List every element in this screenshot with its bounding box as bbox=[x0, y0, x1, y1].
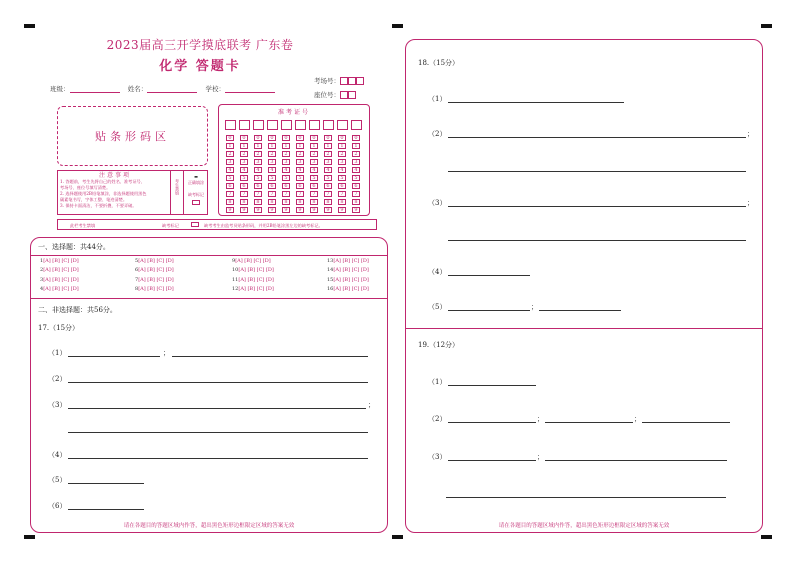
admission-digit-bubble[interactable]: 2 bbox=[324, 151, 332, 157]
admission-digit-bubble[interactable]: 5 bbox=[226, 175, 234, 181]
mc-options[interactable]: [A] [B] [C] [D] bbox=[333, 258, 369, 264]
admission-digit-bubble[interactable]: 5 bbox=[310, 175, 318, 181]
separator: ； bbox=[163, 349, 170, 357]
student-info-row bbox=[50, 84, 275, 93]
answer-line[interactable] bbox=[446, 497, 726, 498]
q19-part-1: （1） bbox=[428, 378, 447, 386]
admission-digit-bubble[interactable]: 2 bbox=[352, 151, 360, 157]
mc-options[interactable]: [A] [B] [C] [D] bbox=[333, 286, 369, 292]
alignment-mark bbox=[24, 535, 35, 539]
exam-room-field[interactable] bbox=[314, 76, 364, 85]
admission-digit-bubble[interactable]: 3 bbox=[338, 159, 346, 165]
strip-mark-box[interactable] bbox=[191, 222, 199, 227]
mc-options[interactable]: [A] [B] [C] [D] bbox=[238, 286, 274, 292]
admission-digit-bubble[interactable]: 4 bbox=[352, 167, 360, 173]
admission-digit-bubble[interactable]: 6 bbox=[254, 183, 262, 189]
mc-question[interactable] bbox=[40, 258, 79, 264]
admission-digit-bubble[interactable]: 4 bbox=[240, 167, 248, 173]
admission-digit-box[interactable] bbox=[281, 120, 292, 130]
admission-digit-box[interactable] bbox=[323, 120, 334, 130]
admission-digit-bubble[interactable]: 0 bbox=[282, 135, 290, 141]
sheet-subtitle: 化学 答题卡 bbox=[159, 59, 241, 74]
admission-digit-bubble[interactable]: 9 bbox=[282, 207, 290, 213]
admission-digit-bubble[interactable]: 8 bbox=[226, 199, 234, 205]
admission-digit-bubble[interactable]: 7 bbox=[254, 191, 262, 197]
admission-digit-bubble[interactable]: 9 bbox=[310, 207, 318, 213]
mc-question[interactable] bbox=[135, 267, 174, 273]
admission-digit-bubble[interactable]: 5 bbox=[240, 175, 248, 181]
mc-number: 11 bbox=[232, 277, 239, 283]
answer-line[interactable] bbox=[68, 356, 160, 357]
admission-digit-bubble[interactable]: 9 bbox=[268, 207, 276, 213]
mc-question[interactable] bbox=[40, 277, 79, 283]
class-field[interactable] bbox=[70, 85, 120, 93]
admission-digit-bubble[interactable]: 0 bbox=[296, 135, 304, 141]
admission-digit-bubble[interactable]: 9 bbox=[338, 207, 346, 213]
separator: ； bbox=[634, 415, 641, 423]
admission-digit-bubble[interactable]: 7 bbox=[352, 191, 360, 197]
q19-title: 19.（12分） bbox=[418, 341, 460, 349]
mc-number: 6 bbox=[135, 267, 139, 273]
answer-line[interactable] bbox=[448, 102, 624, 103]
name-field[interactable] bbox=[147, 85, 197, 93]
admission-digit-bubble[interactable]: 6 bbox=[324, 183, 332, 189]
strip-right-label: 缺考考生由监考员贴条形码，并用2B铅笔涂黑左边的缺考标记。 bbox=[204, 223, 323, 228]
admission-digit-bubble[interactable]: 8 bbox=[338, 199, 346, 205]
admission-digit-bubble[interactable]: 9 bbox=[324, 207, 332, 213]
mc-options[interactable]: [A] [B] [C] [D] bbox=[238, 267, 274, 273]
mc-question[interactable] bbox=[135, 286, 174, 292]
notice-line: 3. 保持卡面清洁，不要折叠，不要弄破。 bbox=[60, 203, 137, 208]
exam-title: 2023届高三开学摸底联考 广东卷 bbox=[106, 38, 294, 52]
answer-line[interactable] bbox=[68, 432, 368, 433]
mc-question[interactable] bbox=[232, 267, 274, 273]
strip-left-label: 此栏考生禁填 bbox=[70, 223, 96, 228]
admission-digit-bubble[interactable]: 7 bbox=[226, 191, 234, 197]
mc-options[interactable]: [A] [B] [C] [D] bbox=[43, 277, 79, 283]
q18-part-5: （5） bbox=[428, 303, 447, 311]
admission-digit-bubble[interactable]: 4 bbox=[268, 167, 276, 173]
admission-number-grid bbox=[218, 104, 370, 216]
fill-example-label: 正确填涂 bbox=[188, 180, 204, 185]
alignment-mark bbox=[392, 535, 403, 539]
q17-part-5: （5） bbox=[48, 476, 67, 484]
admission-digit-bubble[interactable]: 5 bbox=[338, 175, 346, 181]
answer-line[interactable] bbox=[448, 137, 746, 138]
exam-room-label: 考场号： bbox=[314, 77, 340, 85]
admission-digit-bubble[interactable]: 6 bbox=[268, 183, 276, 189]
alignment-mark bbox=[24, 24, 35, 28]
admission-digit-bubble[interactable]: 8 bbox=[352, 199, 360, 205]
mc-options[interactable]: [A] [B] [C] [D] bbox=[43, 286, 79, 292]
answer-line[interactable] bbox=[448, 275, 530, 276]
mc-question[interactable] bbox=[40, 286, 79, 292]
alignment-mark bbox=[761, 535, 772, 539]
fill-example-mark: ▬ bbox=[194, 174, 198, 179]
admission-digit-bubble[interactable]: 4 bbox=[310, 167, 318, 173]
seat-label: 座位号： bbox=[314, 91, 340, 99]
admission-digit-bubble[interactable]: 5 bbox=[254, 175, 262, 181]
school-field[interactable] bbox=[225, 85, 275, 93]
missing-strip bbox=[57, 219, 377, 230]
admission-digit-box[interactable] bbox=[267, 120, 278, 130]
divider bbox=[31, 298, 387, 299]
answer-line[interactable] bbox=[545, 460, 727, 461]
answer-line[interactable] bbox=[539, 310, 621, 311]
admission-digit-bubble[interactable]: 3 bbox=[324, 159, 332, 165]
admission-digit-bubble[interactable]: 5 bbox=[282, 175, 290, 181]
admission-digit-bubble[interactable]: 4 bbox=[226, 167, 234, 173]
missing-mark-box[interactable] bbox=[192, 200, 200, 205]
admission-digit-bubble[interactable]: 6 bbox=[296, 183, 304, 189]
admission-digit-bubble[interactable]: 2 bbox=[240, 151, 248, 157]
admission-digit-bubble[interactable]: 2 bbox=[338, 151, 346, 157]
admission-digit-bubble[interactable]: 3 bbox=[310, 159, 318, 165]
notice-line: 1. 答题前，考生先将自己的姓名、准考证号、 bbox=[60, 179, 145, 184]
mc-options[interactable]: [A] [B] [C] [D] bbox=[138, 286, 174, 292]
right-footer-note: 请在各题目的答题区域内作答，超出黑色矩形边框限定区域的答案无效 bbox=[498, 523, 670, 529]
admission-digit-bubble[interactable]: 8 bbox=[240, 199, 248, 205]
answer-line[interactable] bbox=[172, 356, 368, 357]
admission-digit-bubble[interactable]: 9 bbox=[226, 207, 234, 213]
admission-digit-bubble[interactable]: 6 bbox=[282, 183, 290, 189]
answer-line[interactable] bbox=[448, 460, 536, 461]
answer-line[interactable] bbox=[448, 422, 536, 423]
school-label: 学校： bbox=[205, 85, 226, 93]
mc-number: 16 bbox=[327, 286, 334, 292]
admission-digit-bubble[interactable]: 3 bbox=[282, 159, 290, 165]
mc-question[interactable] bbox=[327, 267, 369, 273]
mc-options[interactable]: [A] [B] [C] [D] bbox=[43, 258, 79, 264]
admission-digit-bubble[interactable]: 6 bbox=[352, 183, 360, 189]
admission-digit-bubble[interactable]: 8 bbox=[296, 199, 304, 205]
mc-options[interactable]: [A] [B] [C] [D] bbox=[333, 277, 369, 283]
q17-part-4: （4） bbox=[48, 451, 67, 459]
admission-digit-bubble[interactable]: 3 bbox=[268, 159, 276, 165]
admission-digit-bubble[interactable]: 1 bbox=[338, 143, 346, 149]
admission-digit-bubble[interactable]: 0 bbox=[240, 135, 248, 141]
q17-part-2: （2） bbox=[48, 375, 67, 383]
q17-title: 17.（15分） bbox=[38, 324, 80, 332]
admission-digit-bubble[interactable]: 2 bbox=[254, 151, 262, 157]
admission-digit-bubble[interactable]: 0 bbox=[352, 135, 360, 141]
mc-number: 10 bbox=[232, 267, 239, 273]
q18-part-4: （4） bbox=[428, 268, 447, 276]
admission-digit-bubble[interactable]: 5 bbox=[296, 175, 304, 181]
answer-line[interactable] bbox=[68, 483, 144, 484]
admission-digit-bubble[interactable]: 8 bbox=[254, 199, 262, 205]
side-label: 考生禁填 bbox=[175, 179, 180, 195]
mc-question[interactable] bbox=[327, 277, 369, 283]
alignment-mark bbox=[392, 24, 403, 28]
mc-question[interactable] bbox=[232, 258, 271, 264]
class-label: 班级： bbox=[50, 85, 70, 93]
admission-digit-bubble[interactable]: 7 bbox=[338, 191, 346, 197]
mc-options[interactable]: [A] [B] [C] [D] bbox=[138, 277, 174, 283]
mc-number: 3 bbox=[40, 277, 44, 283]
mc-question[interactable] bbox=[327, 286, 369, 292]
admission-digit-bubble[interactable]: 7 bbox=[296, 191, 304, 197]
right-answer-panel bbox=[405, 39, 763, 533]
name-label: 姓名： bbox=[127, 85, 148, 93]
admission-digit-bubble[interactable]: 0 bbox=[268, 135, 276, 141]
admission-digit-bubble[interactable]: 6 bbox=[226, 183, 234, 189]
admission-title: 准考证号 bbox=[277, 109, 310, 116]
notice-line: 碳素笔书写，字体工整、笔迹清楚。 bbox=[60, 197, 128, 202]
q18-part-1: （1） bbox=[428, 95, 447, 103]
admission-digit-bubble[interactable]: 0 bbox=[226, 135, 234, 141]
admission-digit-bubble[interactable]: 2 bbox=[268, 151, 276, 157]
admission-digit-bubble[interactable]: 2 bbox=[310, 151, 318, 157]
mc-options[interactable]: [A] [B] [C] [D] bbox=[333, 267, 369, 273]
notice-line: 2. 选择题使用2B铅笔填涂，非选择题使用黑色 bbox=[60, 191, 147, 196]
mc-question[interactable] bbox=[135, 258, 174, 264]
answer-line[interactable] bbox=[448, 206, 746, 207]
answer-line[interactable] bbox=[68, 458, 368, 459]
separator: ； bbox=[537, 415, 544, 423]
admission-digit-bubble[interactable]: 7 bbox=[240, 191, 248, 197]
section1-heading: 一、选择题：共44分。 bbox=[38, 243, 110, 251]
mc-number: 2 bbox=[40, 267, 44, 273]
mc-number: 15 bbox=[327, 277, 334, 283]
admission-digit-bubble[interactable]: 9 bbox=[296, 207, 304, 213]
q18-part-2: （2） bbox=[428, 130, 447, 138]
answer-line[interactable] bbox=[642, 422, 730, 423]
admission-digit-box[interactable] bbox=[309, 120, 320, 130]
q18-title: 18.（15分） bbox=[418, 59, 460, 67]
admission-digit-bubble[interactable]: 6 bbox=[310, 183, 318, 189]
admission-digit-bubble[interactable]: 2 bbox=[282, 151, 290, 157]
q17-part-3: （3） bbox=[48, 401, 67, 409]
left-footer-note: 请在各题目的答题区域内作答，超出黑色矩形边框限定区域的答案无效 bbox=[123, 523, 295, 529]
admission-digit-bubble[interactable]: 4 bbox=[296, 167, 304, 173]
mc-options[interactable]: [A] [B] [C] [D] bbox=[238, 277, 274, 283]
mc-options[interactable]: [A] [B] [C] [D] bbox=[138, 258, 174, 264]
divider bbox=[406, 328, 762, 329]
admission-digit-bubble[interactable]: 0 bbox=[254, 135, 262, 141]
admission-digit-bubble[interactable]: 2 bbox=[226, 151, 234, 157]
admission-digit-bubble[interactable]: 4 bbox=[282, 167, 290, 173]
mc-question[interactable] bbox=[327, 258, 369, 264]
answer-line[interactable] bbox=[68, 509, 144, 510]
q17-part-6: （6） bbox=[48, 502, 67, 510]
answer-line[interactable] bbox=[448, 310, 530, 311]
admission-digit-bubble[interactable]: 2 bbox=[296, 151, 304, 157]
notice-line: 考场号、座位号填写清楚。 bbox=[60, 185, 111, 190]
admission-digit-bubble[interactable]: 3 bbox=[240, 159, 248, 165]
mc-question[interactable] bbox=[135, 277, 174, 283]
admission-digit-bubble[interactable]: 1 bbox=[310, 143, 318, 149]
missing-mark-label: 缺考标记 bbox=[188, 192, 204, 197]
admission-digit-bubble[interactable]: 6 bbox=[338, 183, 346, 189]
admission-digit-bubble[interactable]: 4 bbox=[338, 167, 346, 173]
admission-digit-box[interactable] bbox=[337, 120, 348, 130]
admission-digit-bubble[interactable]: 6 bbox=[240, 183, 248, 189]
mc-number: 14 bbox=[327, 267, 334, 273]
mc-options[interactable]: [A] [B] [C] [D] bbox=[235, 258, 271, 264]
admission-digit-box[interactable] bbox=[351, 120, 362, 130]
admission-digit-bubble[interactable]: 0 bbox=[324, 135, 332, 141]
barcode-area: 贴条形码区 bbox=[57, 106, 208, 166]
admission-digit-box[interactable] bbox=[239, 120, 250, 130]
mc-number: 5 bbox=[135, 258, 139, 264]
mc-number: 13 bbox=[327, 258, 334, 264]
admission-digit-bubble[interactable]: 8 bbox=[282, 199, 290, 205]
q19-part-3: （3） bbox=[428, 453, 447, 461]
admission-digit-bubble[interactable]: 9 bbox=[352, 207, 360, 213]
admission-digit-bubble[interactable]: 7 bbox=[282, 191, 290, 197]
answer-line[interactable] bbox=[448, 171, 746, 172]
seat-field[interactable] bbox=[314, 90, 356, 99]
q17-part-1: （1） bbox=[48, 349, 67, 357]
admission-digit-box[interactable] bbox=[225, 120, 236, 130]
notice-title: 注意事项 bbox=[98, 172, 131, 179]
mc-number: 4 bbox=[40, 286, 44, 292]
mc-question[interactable] bbox=[232, 286, 274, 292]
answer-line[interactable] bbox=[68, 408, 366, 409]
separator: ； bbox=[747, 199, 754, 207]
section2-heading: 二、非选择题：共56分。 bbox=[38, 306, 117, 314]
admission-digit-bubble[interactable]: 0 bbox=[310, 135, 318, 141]
admission-digit-bubble[interactable]: 1 bbox=[324, 143, 332, 149]
admission-digit-bubble[interactable]: 7 bbox=[324, 191, 332, 197]
answer-line[interactable] bbox=[448, 240, 746, 241]
answer-line[interactable] bbox=[545, 422, 633, 423]
separator: ； bbox=[537, 453, 544, 461]
q18-part-3: （3） bbox=[428, 199, 447, 207]
admission-digit-bubble[interactable]: 8 bbox=[324, 199, 332, 205]
admission-digit-bubble[interactable]: 1 bbox=[254, 143, 262, 149]
admission-digit-bubble[interactable]: 1 bbox=[282, 143, 290, 149]
admission-digit-bubble[interactable]: 1 bbox=[352, 143, 360, 149]
mc-options[interactable]: [A] [B] [C] [D] bbox=[43, 267, 79, 273]
admission-digit-bubble[interactable]: 1 bbox=[240, 143, 248, 149]
answer-line[interactable] bbox=[448, 385, 536, 386]
q19-part-2: （2） bbox=[428, 415, 447, 423]
answer-line[interactable] bbox=[68, 382, 368, 383]
admission-digit-bubble[interactable]: 3 bbox=[254, 159, 262, 165]
admission-digit-bubble[interactable]: 1 bbox=[268, 143, 276, 149]
admission-digit-bubble[interactable]: 3 bbox=[352, 159, 360, 165]
mc-question[interactable] bbox=[232, 277, 274, 283]
admission-digit-bubble[interactable]: 8 bbox=[310, 199, 318, 205]
admission-digit-bubble[interactable]: 5 bbox=[268, 175, 276, 181]
admission-digit-bubble[interactable]: 3 bbox=[226, 159, 234, 165]
admission-digit-bubble[interactable]: 5 bbox=[324, 175, 332, 181]
admission-digit-bubble[interactable]: 7 bbox=[268, 191, 276, 197]
admission-digit-bubble[interactable]: 1 bbox=[296, 143, 304, 149]
notice-box bbox=[57, 170, 208, 215]
separator: ； bbox=[531, 303, 538, 311]
mc-number: 8 bbox=[135, 286, 139, 292]
admission-digit-bubble[interactable]: 7 bbox=[310, 191, 318, 197]
mc-question[interactable] bbox=[40, 267, 79, 273]
admission-digit-bubble[interactable]: 5 bbox=[352, 175, 360, 181]
admission-digit-bubble[interactable]: 1 bbox=[226, 143, 234, 149]
admission-digit-box[interactable] bbox=[295, 120, 306, 130]
admission-digit-bubble[interactable]: 8 bbox=[268, 199, 276, 205]
mc-number: 12 bbox=[232, 286, 239, 292]
divider bbox=[31, 255, 387, 256]
mc-options[interactable]: [A] [B] [C] [D] bbox=[138, 267, 174, 273]
admission-digit-bubble[interactable]: 3 bbox=[296, 159, 304, 165]
admission-digit-bubble[interactable]: 9 bbox=[254, 207, 262, 213]
mc-number: 9 bbox=[232, 258, 236, 264]
strip-mid-label: 缺考标记 bbox=[162, 223, 179, 228]
mc-number: 7 bbox=[135, 277, 139, 283]
admission-digit-bubble[interactable]: 0 bbox=[338, 135, 346, 141]
admission-digit-bubble[interactable]: 4 bbox=[324, 167, 332, 173]
admission-digit-box[interactable] bbox=[253, 120, 264, 130]
mc-number: 1 bbox=[40, 258, 44, 264]
separator: ； bbox=[368, 401, 375, 409]
alignment-mark bbox=[761, 24, 772, 28]
separator: ； bbox=[747, 130, 754, 138]
admission-digit-bubble[interactable]: 4 bbox=[254, 167, 262, 173]
admission-digit-bubble[interactable]: 9 bbox=[240, 207, 248, 213]
